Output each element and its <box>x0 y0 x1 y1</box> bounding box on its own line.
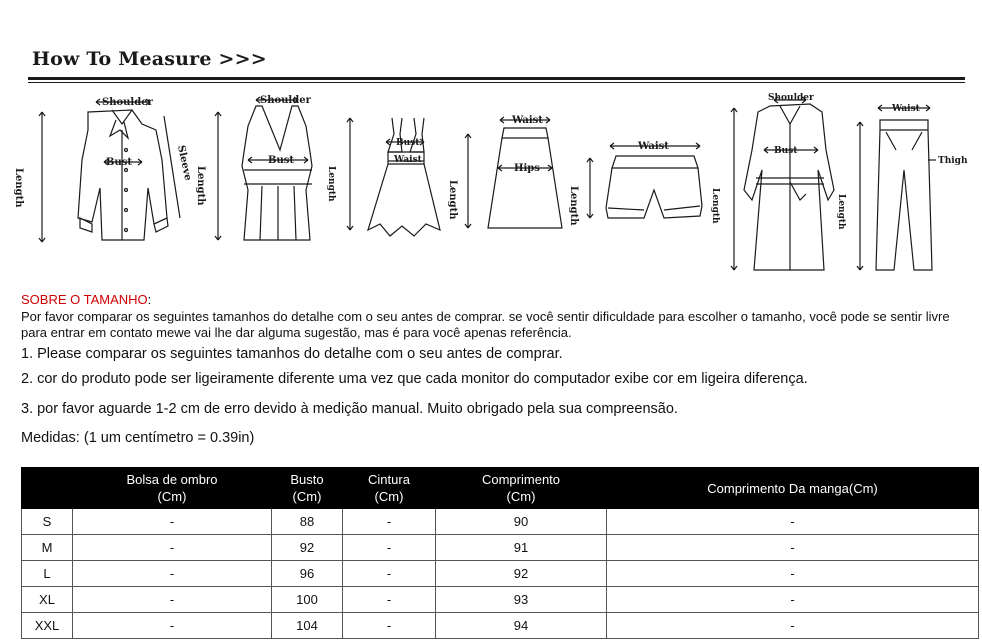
header-length <box>436 468 607 509</box>
label-bust-tank: Bust <box>268 155 294 166</box>
garment-illustrations <box>13 90 975 282</box>
label-hips-skirt: Hips <box>514 163 540 174</box>
label-waist-shorts: Waist <box>638 141 669 152</box>
label-length-sundress: Length <box>326 166 336 202</box>
label-length-tank: Length <box>195 166 206 206</box>
note-3: 3. por favor aguarde 1-2 cm de erro devido à medição manual. Muito obrigado pela sua compreensão. <box>21 401 678 417</box>
label-length-shorts: Length <box>568 186 579 226</box>
cell-sleeve: - <box>607 587 979 613</box>
header-bust-line1: Busto <box>290 472 324 487</box>
label-shoulder-coat: Shoulder <box>768 93 814 103</box>
header-shoulder-line1: Bolsa de ombro <box>126 472 218 487</box>
cell-waist: - <box>343 587 436 613</box>
cell-length: 94 <box>436 613 607 639</box>
measurement-diagrams <box>13 90 975 282</box>
size-table <box>21 467 979 639</box>
cell-waist: - <box>343 561 436 587</box>
size-heading-colon: : <box>147 292 152 307</box>
header-size <box>22 468 73 509</box>
header-bust-line2: (Cm) <box>292 489 322 504</box>
measures-note: Medidas: (1 um centímetro = 0.39in) <box>21 430 255 446</box>
size-heading <box>21 292 151 307</box>
header-rule-thin <box>28 82 965 83</box>
label-waist-pants: Waist <box>892 104 920 114</box>
cell-size: M <box>22 535 73 561</box>
tank-diagram <box>215 97 312 240</box>
cell-length: 92 <box>436 561 607 587</box>
pants-diagram <box>857 105 936 270</box>
label-shoulder-blouse: Shoulder <box>102 97 153 108</box>
table-row <box>22 509 979 535</box>
cell-bust: 88 <box>272 509 343 535</box>
table-row <box>22 561 979 587</box>
label-length-blouse: Length <box>13 168 24 208</box>
cell-sleeve: - <box>607 561 979 587</box>
cell-bust: 96 <box>272 561 343 587</box>
table-row <box>22 535 979 561</box>
header-waist <box>343 468 436 509</box>
cell-size: S <box>22 509 73 535</box>
label-sleeve-blouse: Sleeve <box>175 144 194 182</box>
intro-text: Por favor comparar os seguintes tamanhos do detalhe com o seu antes de comprar. se você sentir dificuldade para escolher o tamanho, você pode se sentir livre para entrar em contato mewe vai lhe dar alguma sugestão, mas é para você apenas referência. <box>21 309 950 340</box>
header-sleeve-line1: Comprimento Da manga(Cm) <box>707 480 878 496</box>
cell-size: XXL <box>22 613 73 639</box>
label-length-skirt: Length <box>447 180 458 220</box>
label-bust-blouse: Bust <box>106 157 132 168</box>
how-to-measure-header <box>28 44 965 84</box>
cell-bust: 104 <box>272 613 343 639</box>
header-rule <box>28 77 965 80</box>
label-length-pants: Length <box>836 194 846 230</box>
cell-waist: - <box>343 613 436 639</box>
cell-size: L <box>22 561 73 587</box>
note-1: 1. Please comparar os seguintes tamanhos do detalhe com o seu antes de comprar. <box>21 346 563 362</box>
label-thigh-pants: Thigh <box>938 156 968 166</box>
size-heading-text: SOBRE O TAMANHO <box>21 292 148 307</box>
label-waist-skirt: Waist <box>512 115 543 126</box>
cell-shoulder: - <box>73 587 272 613</box>
label-waist-sundress: Waist <box>394 155 422 165</box>
header-length-line2: (Cm) <box>506 489 536 504</box>
cell-length: 90 <box>436 509 607 535</box>
header-shoulder-line2: (Cm) <box>157 489 187 504</box>
note-2: 2. cor do produto pode ser ligeiramente diferente uma vez que cada monitor do computador exibe cor em ligeira diferença. <box>21 371 808 387</box>
header-shoulder <box>73 468 272 509</box>
label-bust-coat: Bust <box>774 146 798 156</box>
cell-size: XL <box>22 587 73 613</box>
cell-sleeve: - <box>607 535 979 561</box>
label-shoulder-tank: Shoulder <box>260 95 311 106</box>
header-waist-line2: (Cm) <box>374 489 404 504</box>
cell-sleeve: - <box>607 509 979 535</box>
cell-waist: - <box>343 535 436 561</box>
cell-shoulder: - <box>73 509 272 535</box>
coat-diagram <box>731 97 834 270</box>
header-length-line1: Comprimento <box>481 472 561 487</box>
table-header-row <box>22 468 979 509</box>
cell-shoulder: - <box>73 535 272 561</box>
label-length-coat: Length <box>710 188 720 224</box>
cell-shoulder: - <box>73 561 272 587</box>
shorts-diagram <box>587 143 702 218</box>
header-waist-line1: Cintura <box>368 472 410 487</box>
label-bust-sundress: Bust <box>396 138 420 148</box>
table-row <box>22 613 979 639</box>
cell-length: 93 <box>436 587 607 613</box>
cell-bust: 100 <box>272 587 343 613</box>
header-title: How To Measure >>> <box>32 48 267 70</box>
cell-bust: 92 <box>272 535 343 561</box>
table-row <box>22 587 979 613</box>
sundress-diagram <box>347 118 440 236</box>
cell-sleeve: - <box>607 613 979 639</box>
cell-length: 91 <box>436 535 607 561</box>
header-sleeve-length <box>607 468 979 509</box>
cell-shoulder: - <box>73 613 272 639</box>
cell-waist: - <box>343 509 436 535</box>
blouse-diagram <box>39 99 180 242</box>
header-bust <box>272 468 343 509</box>
